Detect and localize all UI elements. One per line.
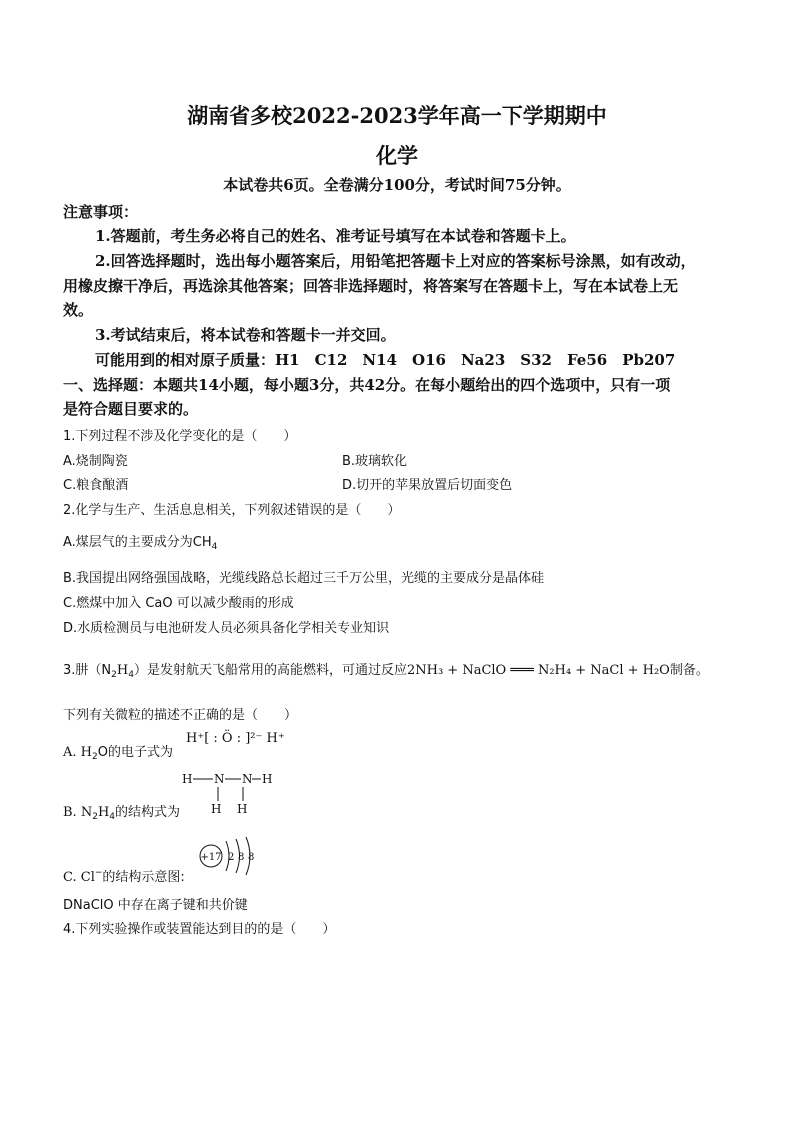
q3-stem: 3.肼$(N_2H_4)$是发射航天飞船常用的高能燃料，可通过反应2NH₃ + NaClO ═══ N₂H₄ + NaCl + H₂O制备。 [63, 663, 709, 680]
shell-3-electrons: 8 [248, 852, 255, 863]
nucleus-charge: +17 [200, 852, 222, 863]
notice-item-2-line1: 2.回答选择题时，选出每小题答案后，用铅笔把答题卡上对应的答案标号涂黑，如有改动， [95, 252, 696, 270]
section-heading-line2: 是符合题目要求的。 [63, 400, 199, 418]
q2-option-c: C.燃煤中加入 CaO 可以减少酸雨的形成 [63, 596, 294, 611]
q4-stem: 4.下列实验操作或装置能达到目的的是（ ） [63, 922, 336, 937]
q1-option-c: C.粮食酿酒 [63, 478, 129, 493]
q2-stem: 2.化学与生产、生活息息相关，下列叙述错误的是（ ） [63, 503, 401, 518]
q3-option-c-label: C. Cl [63, 870, 95, 885]
q3-stem-prefix: 3.肼（N [63, 663, 112, 678]
svg-text:N: N [214, 772, 225, 786]
q3-reaction-equation: 2NH₃ + NaClO ═══ N₂H₄ + NaCl + H₂O [406, 663, 670, 678]
exam-title: 湖南省多校2022-2023学年高一下学期期中 [187, 103, 607, 128]
q3-option-b-label: B. N [63, 805, 93, 820]
shell-2-electrons: 8 [238, 852, 245, 863]
notice-heading: 注意事项： [63, 203, 139, 221]
chloride-ion-structure-diagram [198, 836, 262, 876]
q3-option-a-text: O的电子式为 [97, 745, 173, 760]
q2-option-d: D.水质检测员与电池研发人员必须具备化学相关专业知识 [63, 621, 390, 636]
notice-item-2-line3: 效。 [63, 301, 94, 319]
q2-option-a-subscript: 4 [211, 542, 218, 552]
svg-text:H: H [237, 802, 248, 816]
q3-stem-suffix: 制备。 [669, 663, 709, 678]
q2-option-a [63, 531, 217, 552]
q2-option-b: B.我国提出网络强国战略，光缆线路总长超过三千万公里，光缆的主要成分是晶体硅 [63, 571, 545, 586]
q3-stem-mid: ）是发射航天飞船常用的高能燃料，可通过反应 [133, 663, 407, 678]
q3-option-c [63, 866, 185, 885]
q3-option-c-text: 的结构示意图: [102, 870, 185, 885]
q3-substem: 下列有关微粒的描述不正确的是（ ） [63, 708, 298, 723]
q3-option-a-label: A. H [63, 745, 92, 760]
atomic-masses: 可能用到的相对原子质量：H1 C12 N14 O16 Na23 S32 Fe56 Pb207 [95, 351, 676, 369]
q3-option-c-superscript: − [94, 868, 103, 878]
subject-title: 化学 [376, 143, 418, 168]
exam-info: 本试卷共6页。全卷满分100分，考试时间75分钟。 [223, 176, 571, 194]
water-electron-formula: H⁺[ : Ö : ]²⁻ H⁺ [186, 731, 285, 746]
q3-option-b-text: 的结构式为 [115, 805, 181, 820]
svg-text:H: H [182, 772, 193, 786]
shell-1-electrons: 2 [228, 852, 235, 863]
section-heading-line1: 一、选择题：本题共14小题，每小题3分，共42分。在每小题给出的四个选项中，只有一项 [63, 376, 671, 394]
svg-text:H: H [211, 802, 222, 816]
notice-item-1: 1.答题前，考生务必将自己的姓名、准考证号填写在本试卷和答题卡上。 [95, 227, 576, 245]
q3-option-a: A. $H_2O$的电子式为 [63, 745, 173, 762]
q1-stem: 1.下列过程不涉及化学变化的是（ ） [63, 429, 297, 444]
svg-text:H: H [262, 772, 273, 786]
q3-option-d: DNaClO 中存在离子键和共价键 [63, 898, 248, 913]
svg-text:N: N [242, 772, 253, 786]
notice-item-3: 3.考试结束后，将本试卷和答题卡一并交回。 [95, 326, 396, 344]
q2-option-a-text: A.煤层气的主要成分为CH [63, 535, 212, 550]
q1-option-a: A.烧制陶瓷 [63, 454, 128, 469]
hydrazine-structural-formula [180, 766, 280, 816]
q3-option-b: B. $N_2H_4$的结构式为 [63, 805, 181, 822]
q1-option-d: D.切开的苹果放置后切面变色 [342, 478, 513, 493]
q1-option-b: B.玻璃软化 [342, 454, 408, 469]
notice-item-2-line2: 用橡皮擦干净后，再选涂其他答案；回答非选择题时，将答案写在答题卡上，写在本试卷上无 [63, 277, 679, 295]
